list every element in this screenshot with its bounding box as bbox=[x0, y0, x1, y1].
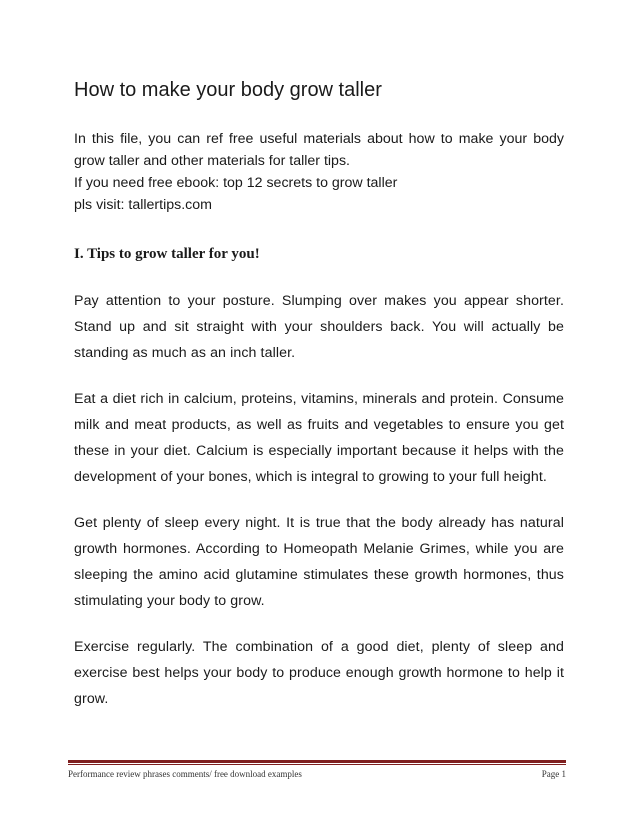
paragraph-posture: Pay attention to your posture. Slumping over makes you appear shorter. Stand up and sit straight with your shoulders back. You will actually be standing as much as an inch taller. bbox=[74, 293, 564, 361]
paragraph-diet: Eat a diet rich in calcium, proteins, vitamins, minerals and protein. Consume milk and meat products, as well as fruits and vegetables to ensure you get these in your diet. Calcium is especially important because it helps with the development of your bones, which is integral to growing to your full height. bbox=[74, 391, 564, 485]
intro-line-2: If you need free ebook: top 12 secrets to grow taller bbox=[74, 175, 398, 191]
footer-rule-thick bbox=[68, 760, 566, 763]
page-footer bbox=[68, 760, 566, 779]
document-title: How to make your body grow taller bbox=[74, 79, 382, 101]
footer-row bbox=[68, 769, 566, 779]
footer-left-text: Performance review phrases comments/ free download examples bbox=[68, 769, 302, 779]
paragraph-exercise: Exercise regularly. The combination of a good diet, plenty of sleep and exercise best helps your body to produce enough growth hormone to help it grow. bbox=[74, 639, 564, 707]
section-heading: I. Tips to grow taller for you! bbox=[74, 246, 260, 262]
footer-page-number: Page 1 bbox=[541, 769, 566, 779]
footer-rule-thin bbox=[68, 764, 566, 765]
intro-line-1: In this file, you can ref free useful materials about how to make your body grow taller and other materials for taller tips. bbox=[74, 131, 564, 169]
paragraph-sleep: Get plenty of sleep every night. It is true that the body already has natural growth hormones. According to Homeopath Melanie Grimes, while you are sleeping the amino acid glutamine stimulates these growth hormones, thus stimulating your body to grow. bbox=[74, 515, 564, 609]
intro-line-3: pls visit: tallertips.com bbox=[74, 197, 212, 213]
document-body bbox=[74, 78, 564, 732]
intro-block bbox=[74, 128, 564, 216]
